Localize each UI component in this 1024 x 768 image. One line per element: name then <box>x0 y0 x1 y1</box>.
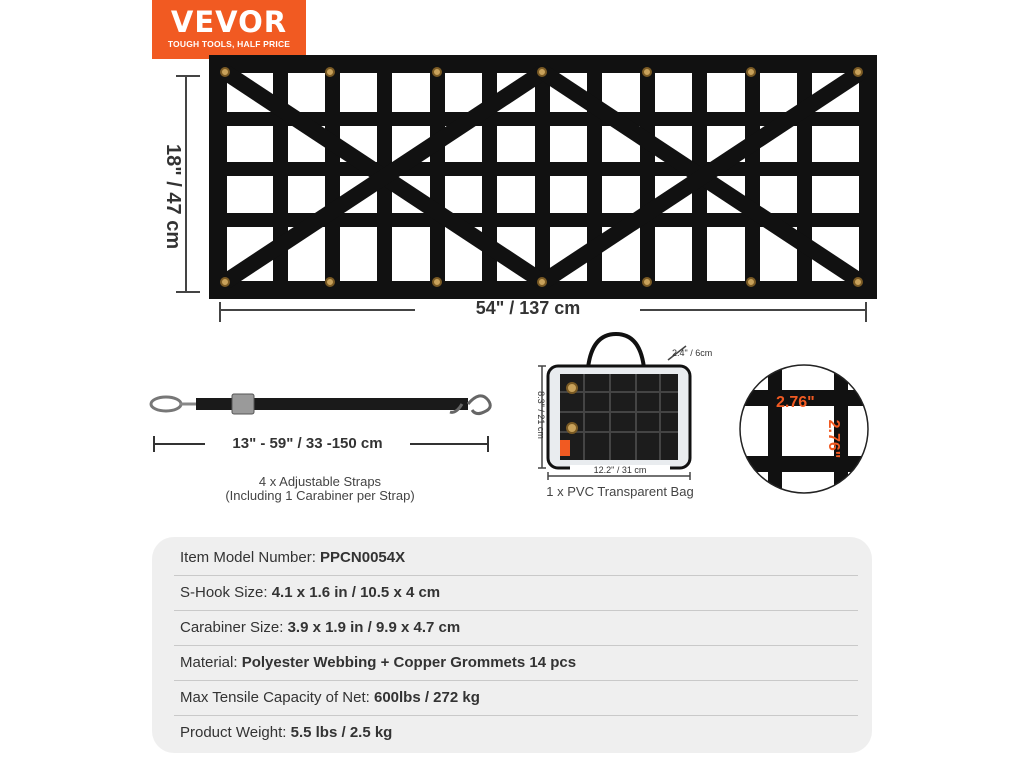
strap-caption-line2: (Including 1 Carabiner per Strap) <box>225 488 415 503</box>
spec-label: Max Tensile Capacity of Net: <box>180 689 374 706</box>
spec-label: Item Model Number: <box>180 549 321 566</box>
bag-height-label: 8.3" / 21 cm <box>536 391 546 439</box>
spec-label: S-Hook Size: <box>180 584 272 601</box>
spec-value: 4.1 x 1.6 in / 10.5 x 4 cm <box>271 584 441 601</box>
strap-length-label: 13" - 59" / 33 -150 cm <box>232 435 383 452</box>
spec-row-weight <box>174 716 858 750</box>
net-width-label: 54" / 137 cm <box>475 298 581 318</box>
bag-depth-label: 2.4" / 6cm <box>672 348 713 358</box>
spec-label: Material: <box>180 654 242 671</box>
detail-horizontal-label: 2.76" <box>776 394 815 411</box>
spec-value: Polyester Webbing + Copper Grommets 14 pcs <box>241 654 577 671</box>
detail-vertical-label: 2.76" <box>825 419 842 459</box>
strap-caption-line1: 4 x Adjustable Straps <box>258 474 382 489</box>
logo-tagline: TOUGH TOOLS, HALF PRICE <box>167 39 291 49</box>
spec-row-capacity <box>174 681 858 716</box>
spec-row-carabiner <box>174 611 858 646</box>
bag-width-label: 12.2" / 31 cm <box>570 465 670 475</box>
adjustable-strap <box>151 394 490 414</box>
spec-row-model <box>174 541 858 576</box>
spec-label: Carabiner Size: <box>180 619 288 636</box>
cargo-net <box>218 64 868 290</box>
spec-value: 3.9 x 1.9 in / 9.9 x 4.7 cm <box>287 619 461 636</box>
spec-value: PPCN0054X <box>320 549 406 566</box>
net-height-label: 18" / 47 cm <box>162 144 184 250</box>
spec-row-s-hook <box>174 576 858 611</box>
logo-brand: VEVOR <box>170 5 288 39</box>
mesh-detail-view <box>740 360 870 500</box>
spec-row-material <box>174 646 858 681</box>
spec-value: 600lbs / 272 kg <box>373 689 480 706</box>
pvc-bag <box>548 334 690 468</box>
bag-caption: 1 x PVC Transparent Bag <box>546 484 694 499</box>
spec-label: Product Weight: <box>180 724 291 741</box>
strap-caption <box>170 475 470 503</box>
spec-value: 5.5 lbs / 2.5 kg <box>290 724 393 741</box>
